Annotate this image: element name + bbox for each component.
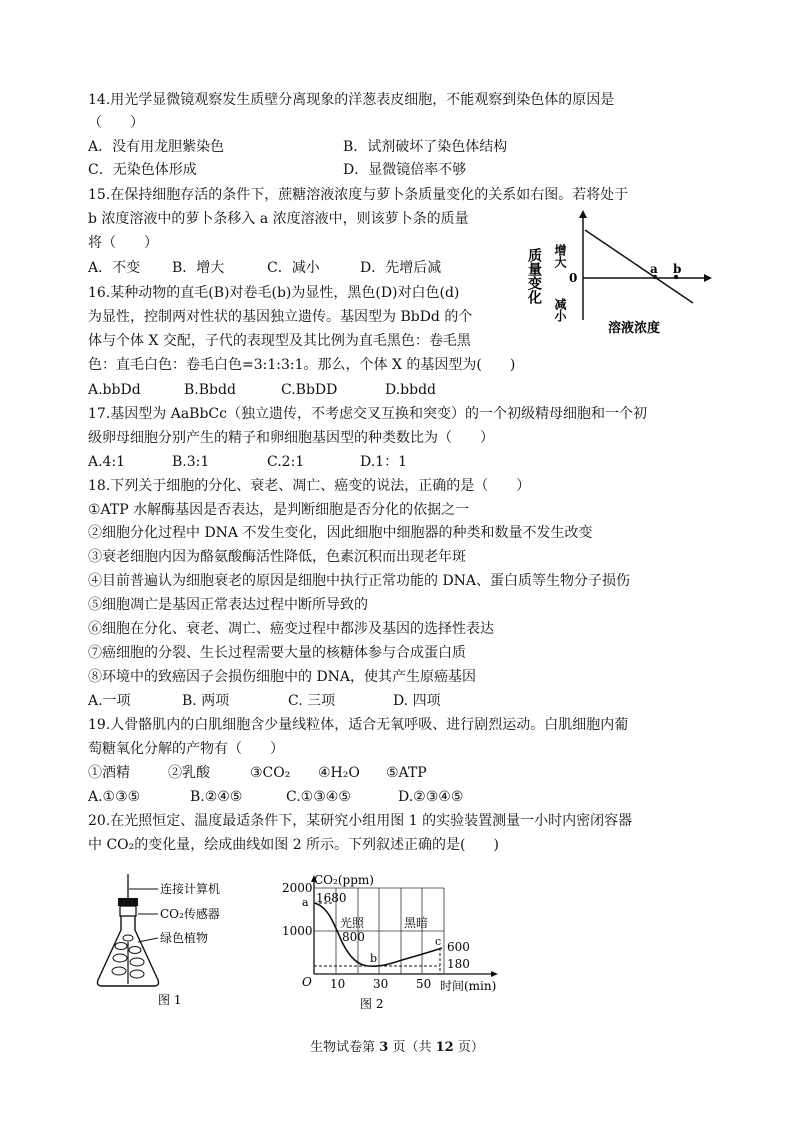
q15-stem-line2: b 浓度溶液中的萝卜条移入 a 浓度溶液中，则该萝卜条的质量 — [88, 211, 469, 227]
fig2-ytick-1000: 1000 — [282, 924, 313, 938]
q20-line1: 20.在光照恒定、温度最适条件下，某研究小组用图 1 的实验装置测量一小时内密闭容器 — [88, 813, 633, 829]
q20-figure1-apparatus — [88, 872, 258, 1017]
q15-zero-label: 0 — [569, 271, 578, 285]
green-plant-icon — [112, 935, 144, 984]
q16-option-c: C.BbDD — [281, 382, 338, 398]
q15-decrease-label: 减小 — [553, 298, 567, 322]
footer-middle: 页（共 — [388, 1040, 436, 1055]
q18-stem: 18.下列关于细胞的分化、衰老、凋亡、癌变的说法，正确的是（ ） — [88, 478, 531, 494]
fig2-phase-dark: 黑暗 — [404, 916, 429, 930]
leader-plant — [138, 938, 158, 942]
fig2-point-c: c — [435, 935, 442, 948]
q18-item-1: ①ATP 水解酶基因是否表达，是判断细胞是否分化的依据之一 — [88, 502, 470, 518]
q16-line4: 色：直毛白色：卷毛白色=3:1:3:1。那么，个体 X 的基因型为( ) — [88, 357, 516, 373]
q14-stem-line2: （ ） — [88, 115, 144, 131]
q18-option-c: C. 三项 — [288, 693, 336, 709]
label-plant: 绿色植物 — [160, 931, 209, 945]
q20-figure2-co2-graph — [280, 872, 505, 1017]
q16-line2: 为显性，控制两对性状的基因独立遗传。基因型为 BbDd 的个 — [88, 309, 473, 325]
q19-option-a: A.①③⑤ — [88, 789, 141, 805]
footer-total-pages: 12 — [435, 1040, 454, 1055]
q18-item-4: ④目前普遍认为细胞衰老的原因是细胞中执行正常功能的 DNA、蛋白质等生物分子损伤 — [88, 573, 631, 589]
q16-option-a: A.bbDd — [88, 382, 141, 398]
fig2-co2-curve — [314, 903, 442, 966]
q17-option-a: A.4:1 — [88, 454, 126, 470]
fig2-point-b: b — [370, 952, 378, 965]
q20-line2: 中 CO₂的变化量，绘成曲线如图 2 所示。下列叙述正确的是( ) — [88, 837, 499, 853]
q19-item-2: ②乳酸 — [168, 765, 210, 781]
q18-option-b: B. 两项 — [182, 693, 230, 709]
fig2-annot-1680: 1680 — [316, 891, 347, 905]
q15-x-label: 溶液浓度 — [608, 321, 661, 336]
q15-y-label: 质量变化 — [526, 248, 542, 304]
q18-item-2: ②细胞分化过程中 DNA 不发生变化，因此细胞中细胞器的种类和数量不发生改变 — [88, 525, 593, 541]
fig2-xtick-10: 10 — [330, 977, 346, 991]
fig2-annot-600: 600 — [447, 940, 470, 954]
q18-item-3: ③衰老细胞内因为酪氨酸酶活性降低，色素沉积而出现老年斑 — [88, 549, 466, 565]
q19-option-c: C.①③④⑤ — [286, 789, 351, 805]
q18-option-d: D. 四项 — [393, 693, 441, 709]
q15-label-b: b — [673, 262, 682, 276]
q17-option-b: B.3:1 — [172, 454, 210, 470]
fig2-annot-800: 800 — [342, 930, 365, 944]
fig2-xtick-30: 30 — [373, 977, 389, 991]
fig2-x-label: 时间(min) — [440, 979, 497, 993]
q15-option-b: B．增大 — [172, 260, 225, 276]
q15-stem-line1: 15.在保持细胞存活的条件下，蔗糖溶液浓度与萝卜条质量变化的关系如右图。若将处于 — [88, 187, 629, 203]
q19-item-1: ①酒精 — [88, 765, 130, 781]
q14-option-a: A．没有用龙胆紫染色 — [88, 139, 225, 155]
fig2-point-a: a — [302, 896, 309, 909]
q19-line1: 19.人骨骼肌内的白肌细胞含少量线粒体，适合无氧呼吸、进行剧烈运动。白肌细胞内葡 — [88, 717, 629, 733]
q19-item-5: ⑤ATP — [386, 765, 427, 781]
q15-option-d: D．先增后减 — [360, 260, 442, 276]
q18-item-7: ⑦癌细胞的分裂、生长过程需要大量的核糖体参与合成蛋白质 — [88, 645, 466, 661]
q15-x-axis-arrow — [704, 274, 712, 282]
q16-line1: 16.某种动物的直毛(B)对卷毛(b)为显性，黑色(D)对白色(d) — [88, 285, 460, 301]
q16-line3: 体与个体 X 交配，子代的表现型及其比例为直毛黑色：卷毛黑 — [88, 333, 471, 349]
fig2-phase-light: 光照 — [340, 916, 365, 930]
q16-option-d: D.bbdd — [385, 382, 437, 398]
page-footer — [0, 1036, 794, 1055]
label-computer: 连接计算机 — [160, 882, 221, 896]
q15-label-a: a — [650, 262, 658, 276]
fig2-origin: O — [302, 975, 312, 989]
flask-stopper — [120, 906, 136, 916]
q14-option-b: B．试剂破坏了染色体结构 — [343, 139, 508, 155]
co2-sensor-icon — [118, 898, 138, 906]
q17-option-c: C.2:1 — [267, 454, 305, 470]
q15-stem-line3: 将（ ） — [88, 235, 158, 251]
fig2-xtick-50: 50 — [416, 977, 432, 991]
fig2-y-label: CO₂(ppm) — [314, 873, 374, 887]
footer-prefix: 生物试卷第 — [310, 1040, 380, 1055]
footer-suffix: 页） — [453, 1040, 484, 1055]
q14-stem-line1: 14.用光学显微镜观察发生质壁分离现象的洋葱表皮细胞，不能观察到染色体的原因是 — [88, 92, 615, 108]
fig2-annot-180: 180 — [447, 957, 470, 971]
q15-increase-label: 增大 — [553, 244, 567, 268]
q14-option-d: D．显微镜倍率不够 — [343, 162, 467, 178]
q19-option-b: B.②④⑤ — [190, 789, 243, 805]
q14-option-c: C．无染色体形成 — [88, 162, 197, 178]
footer-page-number: 3 — [379, 1040, 389, 1055]
q15-option-a: A．不变 — [88, 260, 141, 276]
q19-line2: 萄糖氧化分解的产物有（ ） — [88, 741, 284, 757]
q18-item-5: ⑤细胞凋亡是基因正常表达过程中断所导致的 — [88, 597, 368, 613]
label-sensor: CO₂传感器 — [160, 907, 220, 921]
q16-option-b: B.Bbdd — [184, 382, 236, 398]
q18-option-a: A.一项 — [88, 693, 131, 709]
q18-item-8: ⑧环境中的致癌因子会损伤细胞中的 DNA，使其产生原癌基因 — [88, 669, 477, 685]
q15-option-c: C．减小 — [267, 260, 320, 276]
fig2-x-axis-arrow — [491, 971, 498, 977]
q19-item-3: ③CO₂ — [250, 765, 291, 781]
fig2-ytick-2000: 2000 — [282, 881, 313, 895]
q17-line1: 17.基因型为 AaBbCc（独立遗传，不考虑交叉互换和突变）的一个初级精母细胞和一个初 — [88, 406, 647, 422]
q19-item-4: ④H₂O — [318, 765, 360, 781]
q19-option-d: D.②③④⑤ — [398, 789, 464, 805]
q15-mass-concentration-graph — [528, 208, 714, 340]
q17-line2: 级卵母细胞分别产生的精子和卵细胞基因型的种类数比为（ ） — [88, 430, 494, 446]
q18-item-6: ⑥细胞在分化、衰老、凋亡、癌变过程中都涉及基因的选择性表达 — [88, 621, 494, 637]
q17-option-d: D.1：1 — [360, 454, 407, 470]
q15-y-axis-arrow — [579, 210, 587, 218]
figure1-caption: 图 1 — [158, 993, 182, 1007]
figure2-caption: 图 2 — [360, 997, 384, 1011]
